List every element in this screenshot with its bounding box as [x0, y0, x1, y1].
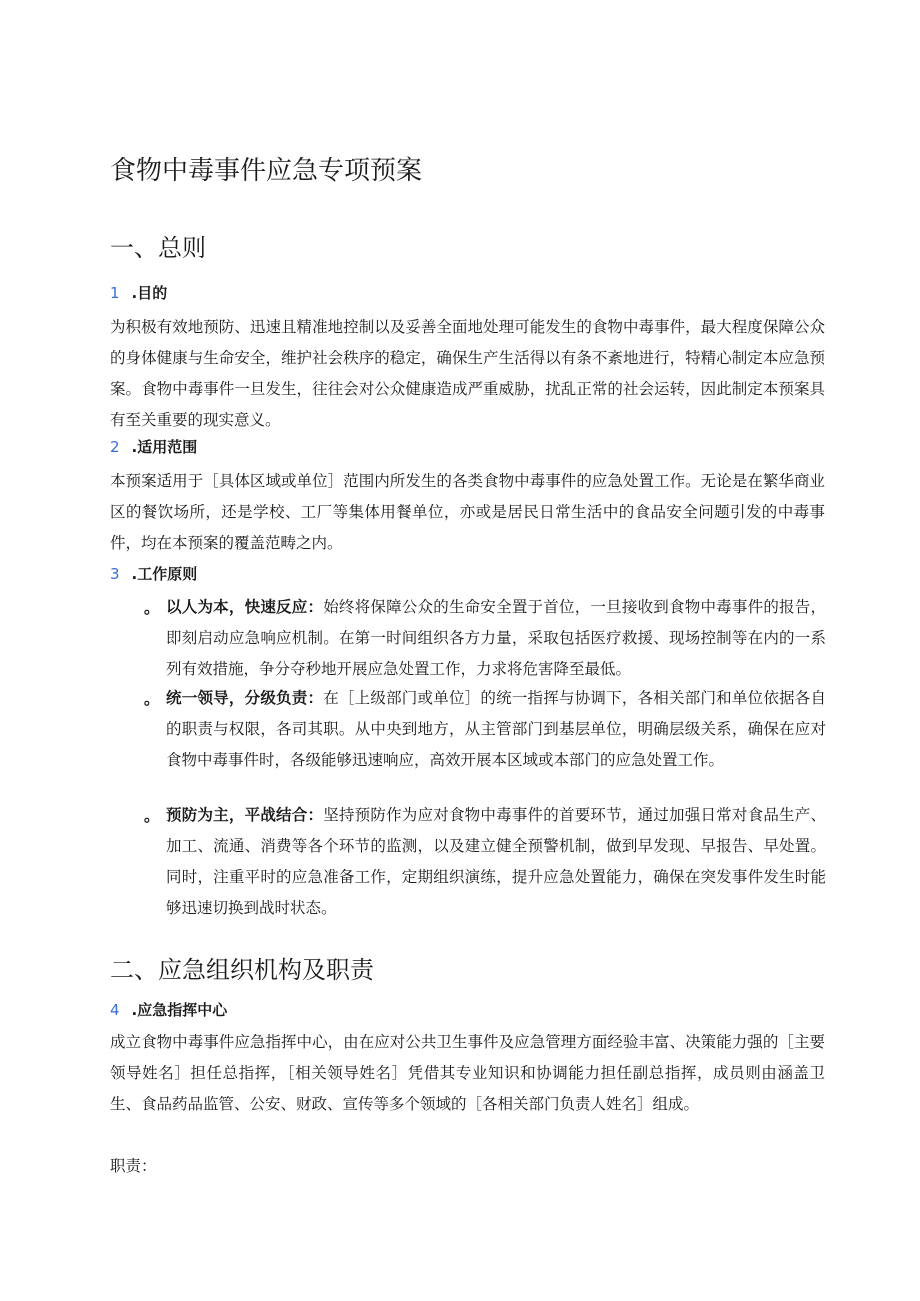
principle-item [144, 800, 826, 924]
subsection-number: 2 [110, 438, 120, 456]
subsection-title: .目的 [131, 284, 168, 302]
principle-item [144, 592, 826, 685]
subsection-number: 3 [110, 565, 120, 583]
principle-text: 在［上级部门或单位］的统一指挥与协调下，各相关部门和单位依据各自的职责与权限，各司其职。从中央到地方，从主管部门到基层单位，明确层级关系，确保在应对食物中毒事件时，各级能够迅速响应，高效开展本区域或本部门的应急处置工作。 [166, 689, 826, 769]
subsection-title: .适用范围 [131, 438, 198, 456]
principle-item [144, 683, 826, 776]
subsection-heading-principles [110, 563, 197, 584]
principle-text: 始终将保障公众的生命安全置于首位，一旦接收到食物中毒事件的报告，即刻启动应急响应机制。在第一时间组织各方力量，采取包括医疗救援、现场控制等在内的一系列有效措施，争分夺秒地开展应急处置工作，力求将危害降至最低。 [166, 598, 826, 678]
subsection-number: 1 [110, 284, 120, 302]
principle-lead: 统一领导，分级负责： [166, 689, 324, 707]
subsection-title: .应急指挥中心 [131, 1001, 228, 1019]
bullet-marker: 。 [144, 598, 160, 617]
principle-lead: 以人为本，快速反应： [166, 598, 324, 616]
subsection-heading-scope [110, 436, 197, 457]
command-center-paragraph: 成立食物中毒事件应急指挥中心，由在应对公共卫生事件及应急管理方面经验丰富、决策能力强的［主要领导姓名］担任总指挥，［相关领导姓名］凭借其专业知识和协调能力担任副总指挥，成员则由涵盖卫生、食品药品监管、公安、财政、宣传等多个领域的［各相关部门负责人姓名］组成。 [110, 1033, 825, 1113]
scope-paragraph: 本预案适用于［具体区域或单位］范围内所发生的各类食物中毒事件的应急处置工作。无论是在繁华商业区的餐饮场所，还是学校、工厂等集体用餐单位，亦或是居民日常生活中的食品安全问题引发的中毒事件，均在本预案的覆盖范畴之内。 [110, 472, 825, 552]
subsection-heading-command-center [110, 999, 227, 1020]
bullet-marker: 。 [144, 689, 160, 708]
duty-label: 职责： [110, 1157, 157, 1175]
subsection-number: 4 [110, 1001, 120, 1019]
document-title: 食物中毒事件应急专项预案 [110, 156, 423, 186]
bullet-marker: 。 [144, 806, 160, 825]
section-heading-general: 一、总则 [110, 234, 206, 262]
principle-lead: 预防为主，平战结合： [166, 806, 324, 824]
purpose-paragraph: 为积极有效地预防、迅速且精准地控制以及妥善全面地处理可能发生的食物中毒事件，最大程度保障公众的身体健康与生命安全，维护社会秩序的稳定，确保生产生活得以有条不紊地进行，特精心制定本应急预案。食物中毒事件一旦发生，往往会对公众健康造成严重威胁，扰乱正常的社会运转，因此制定本预案具有至关重要的现实意义。 [110, 318, 825, 429]
subsection-title: .工作原则 [131, 565, 198, 583]
section-heading-organization: 二、应急组织机构及职责 [110, 956, 374, 984]
subsection-heading-purpose [110, 282, 167, 303]
principle-text: 坚持预防作为应对食物中毒事件的首要环节，通过加强日常对食品生产、加工、流通、消费等各个环节的监测，以及建立健全预警机制，做到早发现、早报告、早处置。同时，注重平时的应急准备工作，定期组织演练，提升应急处置能力，确保在突发事件发生时能够迅速切换到战时状态。 [166, 806, 826, 917]
